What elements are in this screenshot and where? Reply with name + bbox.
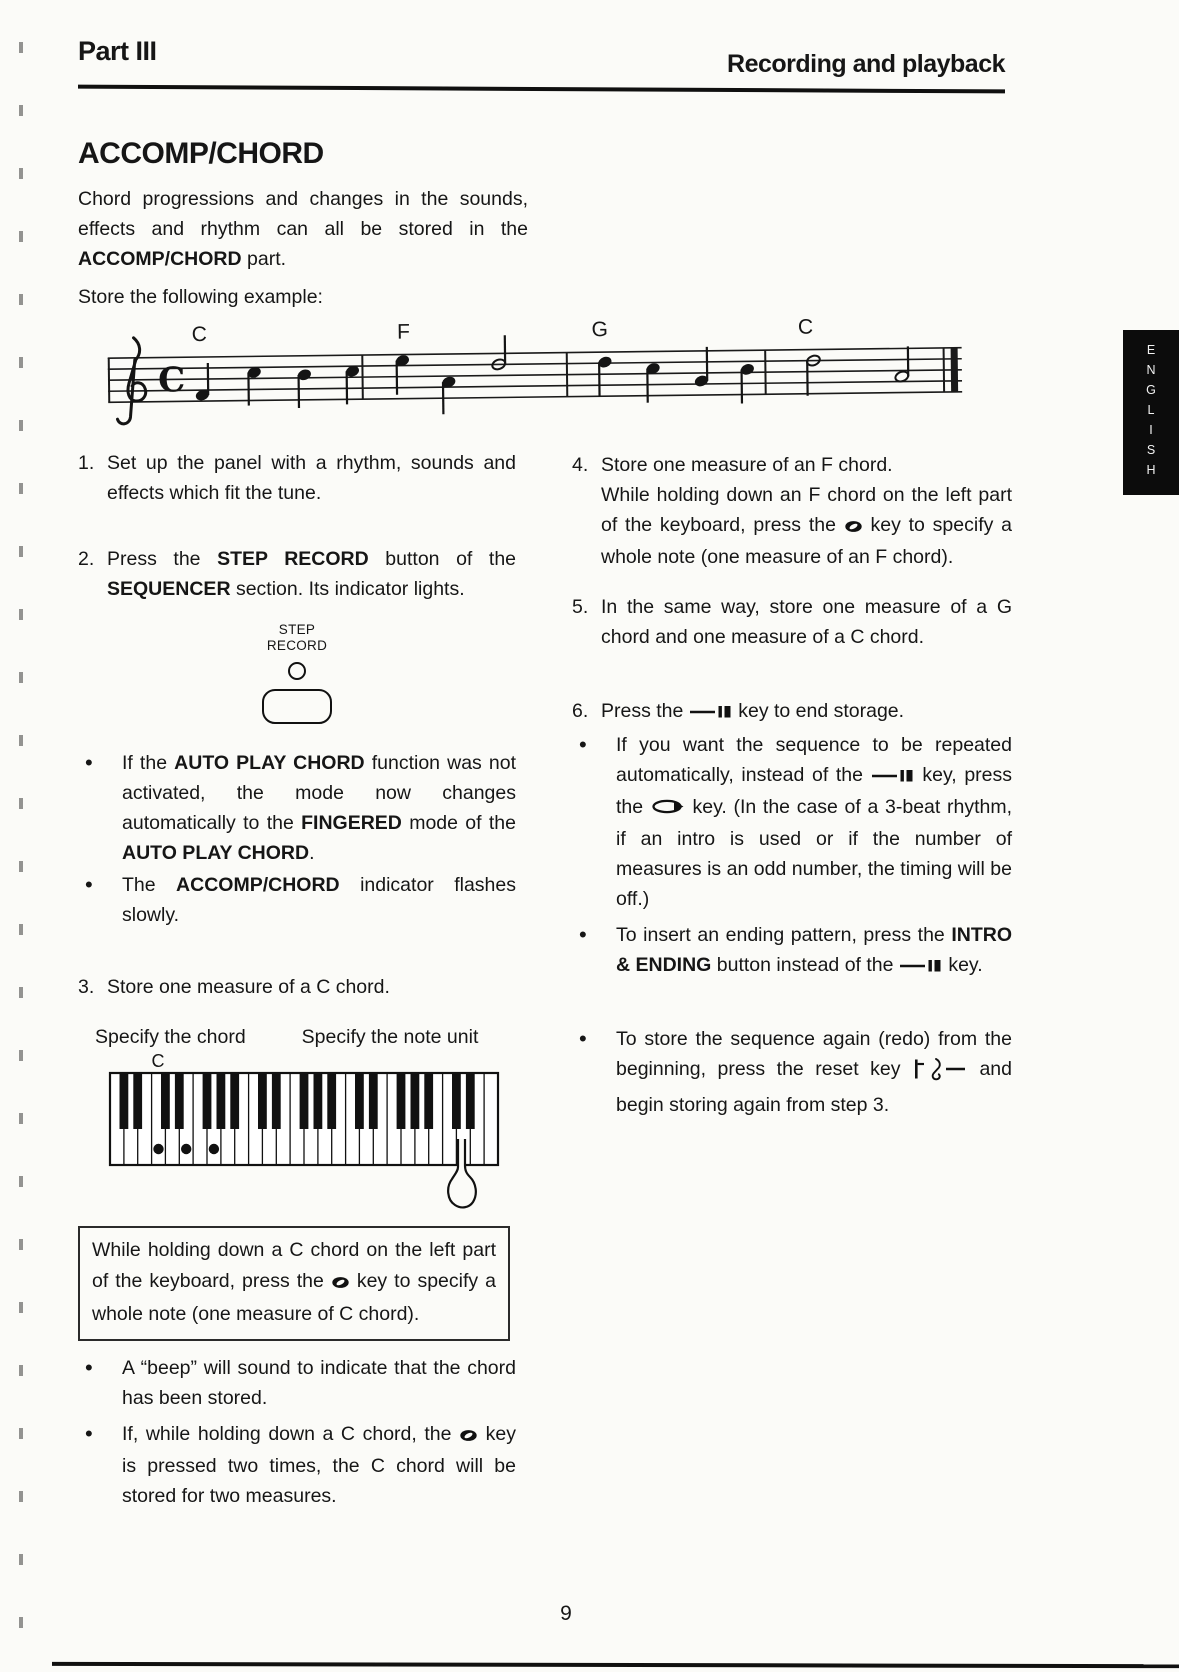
chord-label: C <box>191 322 207 347</box>
step-1 <box>78 448 516 508</box>
text-run: Press the <box>601 700 689 722</box>
bullet-item <box>78 748 516 868</box>
step-number: 2. <box>78 548 95 570</box>
bold-term: STEP RECORD <box>217 548 369 570</box>
end-bar-key-icon <box>871 762 915 792</box>
text-run: While holding down an F chord on the left part of the keyboard, press the <box>601 484 1012 536</box>
text-run: Chord progressions and changes in the sounds, effects and rhythm can all be stored in the <box>78 188 528 240</box>
step-number: 4. <box>572 454 589 476</box>
bullet-marker <box>78 748 122 868</box>
scan-edge-marks <box>19 42 23 1638</box>
text-run: To insert an ending pattern, press the <box>616 924 952 946</box>
keyboard-illustration <box>104 1053 516 1220</box>
start-barline <box>109 358 110 402</box>
step-record-label: STEP RECORD <box>266 622 328 653</box>
text-run: and begin storing again from step 3. <box>616 1058 1012 1116</box>
bullet-text: A “beep” will sound to indicate that the chord has been stored. <box>122 1357 516 1409</box>
whole-note-key-icon <box>844 512 863 542</box>
c-key-label: C <box>151 1053 165 1071</box>
final-barline <box>951 348 959 392</box>
bold-term: INTRO & ENDING <box>616 924 1012 976</box>
text-run: mode of the <box>401 812 516 834</box>
led-indicator <box>288 662 306 680</box>
text-run: If, while holding down a C chord, the <box>122 1423 460 1445</box>
text-run: While holding down a C chord on the left part of the keyboard, press the <box>92 1239 496 1292</box>
chord-label: G <box>591 318 609 342</box>
keyboard-labels <box>78 1026 516 1049</box>
step-text: Store one measure of a C chord. <box>107 976 390 998</box>
text-run: key to specify a whole note (one measure of an F chord). <box>601 514 1012 568</box>
specify-chord-label: Specify the chord <box>95 1026 246 1048</box>
end-bar-key-icon <box>899 952 943 982</box>
step-4 <box>572 450 1012 572</box>
bold-term: ACCOMP/CHORD <box>176 874 340 896</box>
chord-dot <box>209 1144 219 1154</box>
step-number: 5. <box>572 596 589 618</box>
bold-term: SEQUENCER <box>107 578 231 600</box>
text-run: key to end storage. <box>738 700 905 722</box>
step-6 <box>572 696 1012 728</box>
step-number: 6. <box>572 700 589 722</box>
header-rule <box>78 85 1005 94</box>
bullet-marker <box>78 1353 122 1413</box>
intro-paragraph <box>78 184 528 274</box>
staff-lines <box>108 348 962 403</box>
reset-key-icon <box>912 1057 968 1090</box>
bottom-scan-line <box>52 1662 1179 1668</box>
specify-note-label: Specify the note unit <box>301 1026 479 1048</box>
step-number: 1. <box>78 452 95 474</box>
bold-term: FINGERED <box>301 812 402 834</box>
bullet-item <box>572 920 1012 982</box>
language-tab-label: ENGLISH <box>1144 342 1158 483</box>
bullet-item <box>78 1419 516 1511</box>
step-2 <box>78 544 516 604</box>
repeat-key-icon <box>650 794 686 824</box>
bullet-marker <box>572 920 616 982</box>
music-staff <box>99 315 972 446</box>
music-staff-illustration <box>99 315 972 446</box>
text-run: If the <box>122 752 175 774</box>
example-label: Store the following example: <box>78 286 323 308</box>
chord-dot <box>181 1144 191 1154</box>
bullet-item <box>572 1024 1012 1120</box>
whole-note-key-icon <box>331 1268 350 1299</box>
page-title: ACCOMP/CHORD <box>78 137 324 170</box>
bold-term: ACCOMP/CHORD <box>78 248 242 270</box>
chord-label: F <box>396 320 411 344</box>
page-number: 9 <box>560 1602 572 1625</box>
bullet-marker <box>572 730 616 914</box>
bullet-item <box>78 1353 516 1413</box>
bullet-item <box>572 730 1012 914</box>
text-run: button of the <box>368 548 517 570</box>
text-run: function was not activated, the mode now changes automatically to the <box>122 752 517 834</box>
bold-term: AUTO PLAY CHORD <box>122 842 310 864</box>
text-run: Press the <box>107 548 218 570</box>
step-record-button <box>262 689 332 724</box>
step-text: Store one measure of an F chord. <box>601 454 893 476</box>
text-run: key is pressed two times, the C chord will be stored for two measures. <box>122 1423 516 1507</box>
text-run: key, press the <box>616 764 1013 818</box>
bold-term: AUTO PLAY CHORD <box>174 752 365 774</box>
end-bar-key-icon <box>689 698 733 728</box>
step-text: Set up the panel with a rhythm, sounds and effects which fit the tune. <box>107 452 516 504</box>
header-part-label: Part III <box>78 36 157 66</box>
bullet-marker <box>572 1024 616 1120</box>
right-column <box>572 450 1012 1120</box>
bullet-item <box>78 870 516 930</box>
step-text: In the same way, store one measure of a G chord and one measure of a C chord. <box>601 596 1012 648</box>
time-signature: C <box>157 360 186 401</box>
piano-keyboard <box>104 1053 504 1215</box>
step-text <box>107 544 516 604</box>
bullet-marker <box>78 1419 122 1511</box>
step-number: 3. <box>78 976 95 998</box>
step-record-illustration <box>78 622 516 724</box>
bullet-marker <box>78 870 122 930</box>
text-run: . <box>309 842 315 864</box>
text-run: key to specify a whole note (one measure of C chord). <box>92 1270 496 1325</box>
step-5 <box>572 592 1012 652</box>
language-side-tab <box>1123 330 1179 495</box>
instruction-box <box>78 1226 510 1341</box>
text-run: part. <box>241 248 287 270</box>
header-section-label: Recording and playback <box>727 50 1005 78</box>
chord-dot <box>153 1144 163 1154</box>
text-run: button instead of the <box>711 954 899 976</box>
text-run: key. (In the case of a 3-beat rhythm, if an intro is used or if the number of measures is an odd number, the timing will be off.) <box>616 796 1013 910</box>
text-run: key. <box>948 954 983 976</box>
text-run: The <box>122 874 177 896</box>
chord-label: C <box>797 315 814 339</box>
step-3 <box>78 972 516 1002</box>
left-column <box>78 448 516 1511</box>
whole-note-key-icon <box>459 1421 478 1451</box>
text-run: To store the sequence again (redo) from the beginning, press the reset key <box>616 1028 1012 1080</box>
text-run: section. Its indicator lights. <box>230 578 465 600</box>
text-run: indicator flashes slowly. <box>122 874 516 926</box>
text-run: If you want the sequence to be repeated automatically, instead of the <box>616 734 1012 786</box>
